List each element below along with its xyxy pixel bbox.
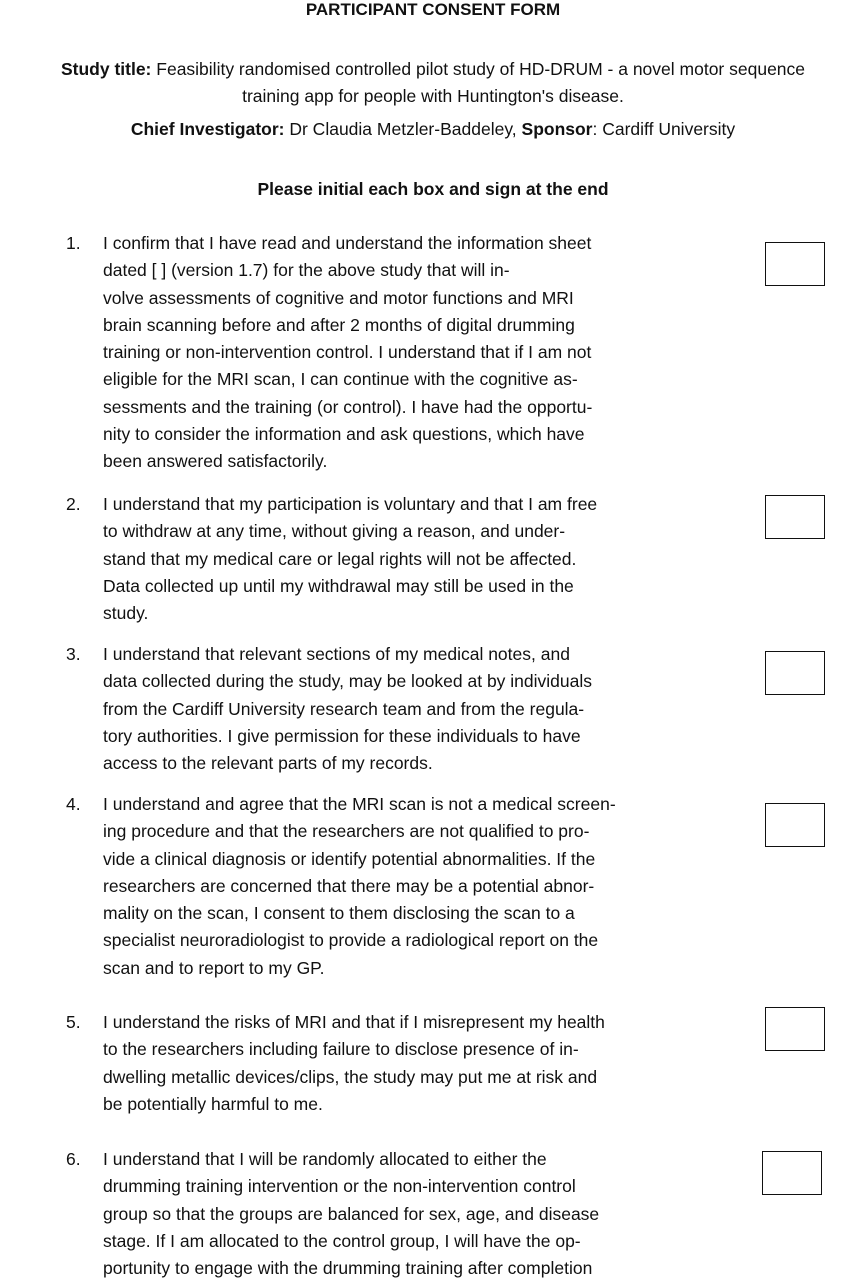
form-title: PARTICIPANT CONSENT FORM — [305, 0, 561, 19]
chief-investigator-label: Chief Investigator: — [130, 119, 285, 139]
study-title-label: Study title: — [60, 59, 152, 79]
chief-investigator-line — [0, 116, 866, 143]
sponsor-value: : Cardiff University — [592, 119, 736, 139]
item-line: ing procedure and that the researchers are not qualified to pro- — [103, 821, 590, 842]
item-line: I understand the risks of MRI and that if I misrepresent my health — [103, 1012, 605, 1032]
item-line: from the Cardiff University research team and from the regula- — [103, 698, 585, 719]
study-title-line-1 — [0, 56, 866, 83]
study-title-text: Feasibility randomised controlled pilot study of HD-DRUM - a novel motor sequence — [156, 59, 806, 79]
item-line: training or non-intervention control. I understand that if I am not — [103, 342, 592, 363]
item-line: brain scanning before and after 2 months of digital drumming — [103, 314, 575, 335]
item-text — [103, 491, 703, 627]
item-line: stage. If I am allocated to the control group, I will have the op- — [103, 1230, 581, 1251]
item-number: 4. — [66, 794, 81, 814]
item-text — [103, 641, 703, 777]
item-line: I confirm that I have read and understand the information sheet — [103, 233, 592, 253]
item-line: scan and to report to my GP. — [103, 957, 325, 978]
item-line: group so that the groups are balanced for sex, age, and disease — [103, 1203, 600, 1224]
item-number: 5. — [66, 1012, 81, 1032]
item-text — [103, 1009, 703, 1118]
item-line: mality on the scan, I consent to them disclosing the scan to a — [103, 903, 575, 924]
item-line: vide a clinical diagnosis or identify potential abnormalities. If the — [103, 848, 596, 869]
item-line: I understand that relevant sections of my medical notes, and — [103, 644, 570, 664]
item-line: be potentially harmful to me. — [103, 1093, 323, 1114]
item-line: volve assessments of cognitive and motor functions and MRI — [103, 287, 574, 308]
sponsor-label: Sponsor — [521, 119, 593, 139]
item-number: 2. — [66, 494, 81, 514]
initial-box-5[interactable] — [765, 1007, 825, 1051]
item-line: data collected during the study, may be looked at by individuals — [103, 671, 593, 692]
item-line: access to the relevant parts of my records. — [103, 753, 433, 774]
item-line: stand that my medical care or legal rights will not be affected. — [103, 548, 577, 569]
item-line: I understand that my participation is voluntary and that I am free — [103, 494, 598, 514]
item-line: Data collected up until my withdrawal may still be used in the — [103, 575, 574, 596]
initial-box-3[interactable] — [765, 651, 825, 695]
initial-box-1[interactable] — [765, 242, 825, 286]
item-line: I understand that I will be randomly allocated to either the — [103, 1149, 547, 1169]
item-number: 1. — [66, 233, 81, 253]
initial-box-2[interactable] — [765, 495, 825, 539]
item-line: I understand and agree that the MRI scan is not a medical screen- — [103, 794, 616, 814]
item-line: been answered satisfactorily. — [103, 451, 328, 472]
item-text — [103, 1146, 703, 1282]
item-line: eligible for the MRI scan, I can continue with the cognitive as- — [103, 369, 578, 390]
item-line: drumming training intervention or the non-intervention control — [103, 1176, 576, 1197]
item-line: to the researchers including failure to disclose presence of in- — [103, 1039, 579, 1060]
item-line: to withdraw at any time, without giving a reason, and under- — [103, 521, 566, 542]
item-number: 6. — [66, 1149, 81, 1169]
item-number: 3. — [66, 644, 81, 664]
item-line: researchers are concerned that there may be a potential abnor- — [103, 875, 595, 896]
initial-box-6[interactable] — [762, 1151, 822, 1195]
item-line: specialist neuroradiologist to provide a radiological report on the — [103, 930, 599, 951]
item-text — [103, 791, 703, 982]
item-line: tory authorities. I give permission for these individuals to have — [103, 725, 581, 746]
item-line: nity to consider the information and ask questions, which have — [103, 424, 585, 445]
item-line: study. — [103, 603, 149, 624]
chief-investigator-name: Dr Claudia Metzler-Baddeley, — [289, 119, 517, 139]
item-line: portunity to engage with the drumming training after completion — [103, 1258, 593, 1279]
study-title-line-2: training app for people with Huntington's disease. — [242, 86, 624, 106]
item-line: dwelling metallic devices/clips, the study may put me at risk and — [103, 1066, 598, 1087]
item-text — [103, 230, 703, 476]
item-line: sessments and the training (or control). I have had the opportu- — [103, 396, 593, 417]
item-line: dated [ ] (version 1.7) for the above study that will in- — [103, 260, 510, 281]
initial-box-4[interactable] — [765, 803, 825, 847]
instruction-heading: Please initial each box and sign at the end — [257, 179, 609, 199]
